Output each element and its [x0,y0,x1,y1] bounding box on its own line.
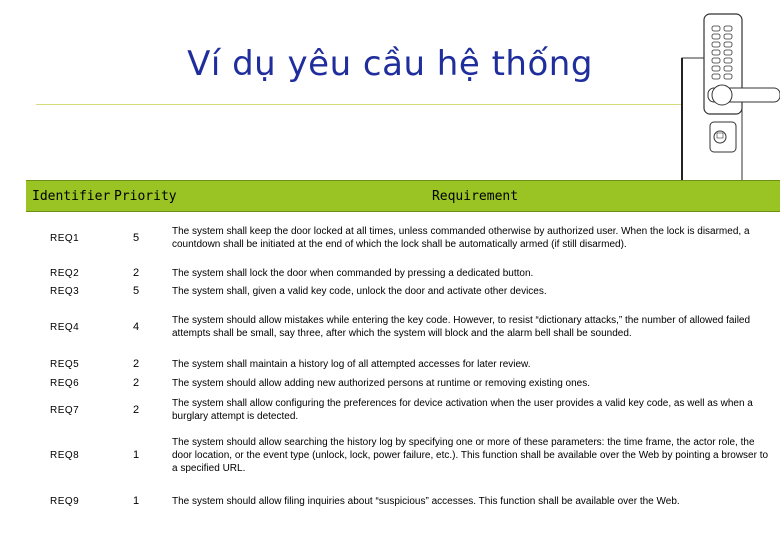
requirements-table [26,180,780,520]
table-row [26,374,780,392]
row-requirement: The system should allow searching the history log by specifying one or more of these parameters: the time frame, the actor role, the door location, or the event type (unlock, lock, power failure, etc.). This function shall be available over the Web by pointing a browser to a specified URL. [172,436,769,474]
row-id: REQ7 [50,404,80,416]
table-row [26,428,780,482]
door-lock-illustration [674,0,780,182]
row-id: REQ4 [50,321,80,333]
row-id: REQ9 [50,495,80,507]
row-requirement: The system should allow mistakes while entering the key code. However, to resist “dictionary attacks,” the number of allowed failed attempts shall be small, say three, after which the system will block and the alarm bell shall be sounded. [172,315,751,339]
row-priority: 2 [132,403,140,416]
header-identifier: Identifier [32,188,111,204]
title-divider [36,104,686,105]
table-row [26,392,780,428]
row-priority: 2 [132,376,140,389]
row-requirement: The system shall allow configuring the preferences for device activation when the user provides a valid key code, as well as when a burglary attempt is detected. [172,398,753,422]
row-id: REQ6 [50,377,80,389]
row-priority: 1 [132,494,140,507]
row-requirement: The system should allow adding new authorized persons at runtime or removing existing ones. [172,377,590,389]
row-priority: 2 [132,266,140,279]
row-priority: 5 [132,284,140,297]
header-priority: Priority [114,188,177,204]
slide-title: Ví dụ yêu cầu hệ thống [187,44,593,84]
table-row [26,282,780,300]
row-priority: 5 [132,231,140,244]
row-id: REQ3 [50,285,80,297]
row-requirement: The system should allow filing inquiries about “suspicious” accesses. This function shall be available over the Web. [172,495,680,507]
table-row [26,264,780,282]
row-requirement: The system shall keep the door locked at all times, unless commanded otherwise by authorized user. When the lock is disarmed, a countdown shall be initiated at the end of which the lock shall be automatically armed (if still disarmed). [172,226,750,250]
row-id: REQ8 [50,449,80,461]
row-id: REQ5 [50,358,80,370]
row-priority: 1 [132,448,140,461]
row-requirement: The system shall maintain a history log of all attempted accesses for later review. [172,358,531,370]
row-priority: 4 [132,320,140,333]
header-requirement: Requirement [431,188,519,204]
table-header [26,180,780,212]
table-row [26,300,780,354]
row-id: REQ1 [50,232,80,244]
table-row [26,212,780,264]
row-requirement: The system shall, given a valid key code, unlock the door and activate other devices. [172,285,547,297]
table-row [26,482,780,520]
row-priority: 2 [132,357,140,370]
table-row [26,354,780,374]
row-requirement: The system shall lock the door when commanded by pressing a dedicated button. [172,267,534,279]
row-id: REQ2 [50,267,80,279]
